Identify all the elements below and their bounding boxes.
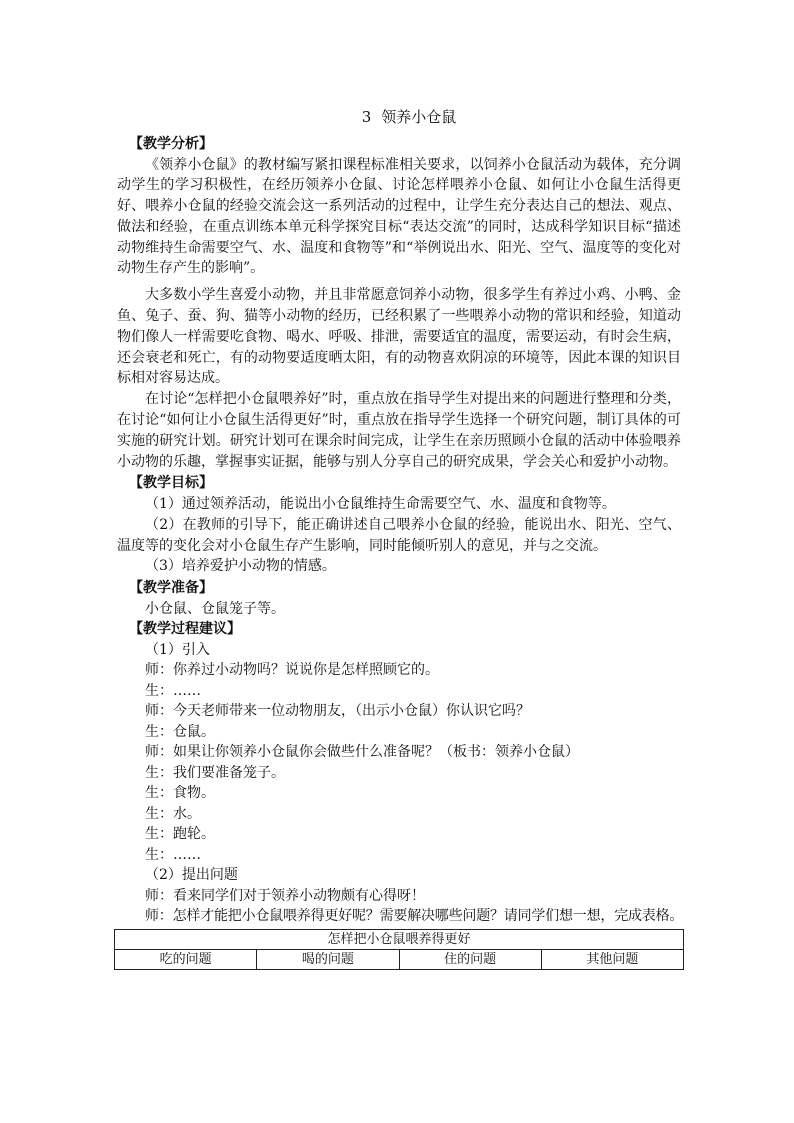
goal-item: （3）培养爱护小动物的情感。 [145,558,336,575]
dialogue-line: 生：…… [145,846,201,863]
dialogue-line: 生：我们要准备笼子。 [145,764,285,781]
process-dialogue [117,640,684,927]
lesson-number: 3 [361,108,372,126]
analysis-heading: 【教学分析】 [129,136,213,152]
analysis-paragraph: 大多数小学生喜爱小动物，并且非常愿意饲养小动物，很多学生有养过小鸡、小鸭、金鱼、兔子、蚕、狗、猫等小动物的经历，已经积累了一些喂养小动物的常识和经验，知道动物们像人一样需要吃食物、喝水、呼吸、排泄，需要适宜的温度，需要运动，有时会生病，还会衰老和死亡，有的动物要适度晒太阳，有的动物喜欢阴凉的环境等，因此本课的知识目标相对容易达成。 [117,287,681,387]
table-header-cell: 住的问题 [399,949,541,969]
analysis-paragraph: 在讨论“怎样把小仓鼠喂养好”时，重点放在指导学生对提出来的问题进行整理和分类，在讨论“如何让小仓鼠生活得更好”时，重点放在指导学生选择一个研究问题，制订具体的可实施的研究计划。研究计划可在课余时间完成，让学生在亲历照顾小仓鼠的活动中体验喂养小动物的乐趣，掌握事实证据，能够与别人分享自己的研究成果，学会关心和爱护小动物。 [117,391,681,470]
table-title-row [115,929,684,949]
goal-item: （1）通过领养活动，能说出小仓鼠维持生命需要空气、水、温度和食物等。 [145,495,616,512]
process-heading: 【教学过程建议】 [129,621,241,638]
lesson-title [117,104,681,130]
dialogue-line: 生：食物。 [145,785,215,802]
preparation-heading: 【教学准备】 [129,580,213,597]
dialogue-line: 师：今天老师带来一位动物朋友，（出示小仓鼠）你认识它吗？ [145,703,530,720]
feeding-questions-table [114,929,684,970]
table-header-cell: 吃的问题 [115,949,257,969]
table-header-row [115,949,684,969]
table-header-cell: 其他问题 [541,949,683,969]
table-title: 怎样把小仓鼠喂养得更好 [115,929,684,949]
dialogue-line: 生：水。 [145,805,201,822]
goals-heading: 【教学目标】 [129,475,213,492]
analysis-paragraph: 《领养小仓鼠》的教材编写紧扣课程标准相关要求，以饲养小仓鼠活动为载体，充分调动学生的学习积极性，在经历领养小仓鼠、讨论怎样喂养小仓鼠、如何让小仓鼠生活得更好、喂养小仓鼠的经验交流会这一系列活动的过程中，让学生充分表达自己的想法、观点、做法和经验，在重点训练本单元科学探究目标“表达交流”的同时，达成科学知识目标“描述动物维持生命需要空气、水、温度和食物等”和“举例说出水、阳光、空气、温度等的变化对动物生存产生的影响”。 [117,156,681,277]
lesson-title-text: 领养小仓鼠 [381,108,457,126]
goals-section [117,494,681,577]
dialogue-line: 师：你养过小动物吗？说说你是怎样照顾它的。 [145,662,439,679]
dialogue-line: 生：跑轮。 [145,826,215,843]
dialogue-line: 生：仓鼠。 [145,723,215,740]
dialogue-line: （2）提出问题 [145,867,238,884]
document-content [117,104,684,970]
dialogue-line: 师：怎样才能把小仓鼠喂养得更好呢？需要解决哪些问题？请同学们想一想，完成表格。 [145,908,684,925]
preparation-text: 小仓鼠、仓鼠笼子等。 [145,600,285,617]
dialogue-line: （1）引入 [145,641,210,658]
goal-item: （2）在教师的引导下，能正确讲述自己喂养小仓鼠的经验，能说出水、阳光、空气、温度等的变化会对小仓鼠生存产生影响，同时能倾听别人的意见，并与之交流。 [117,516,681,554]
dialogue-line: 生：…… [145,682,201,699]
table-header-cell: 喝的问题 [257,949,399,969]
dialogue-line: 师：看来同学们对于领养小动物颇有心得呀！ [145,887,425,904]
analysis-section [117,155,681,280]
analysis-section [117,285,681,472]
dialogue-line: 师：如果让你领养小仓鼠你会做些什么准备呢？（板书：领养小仓鼠） [145,744,579,761]
